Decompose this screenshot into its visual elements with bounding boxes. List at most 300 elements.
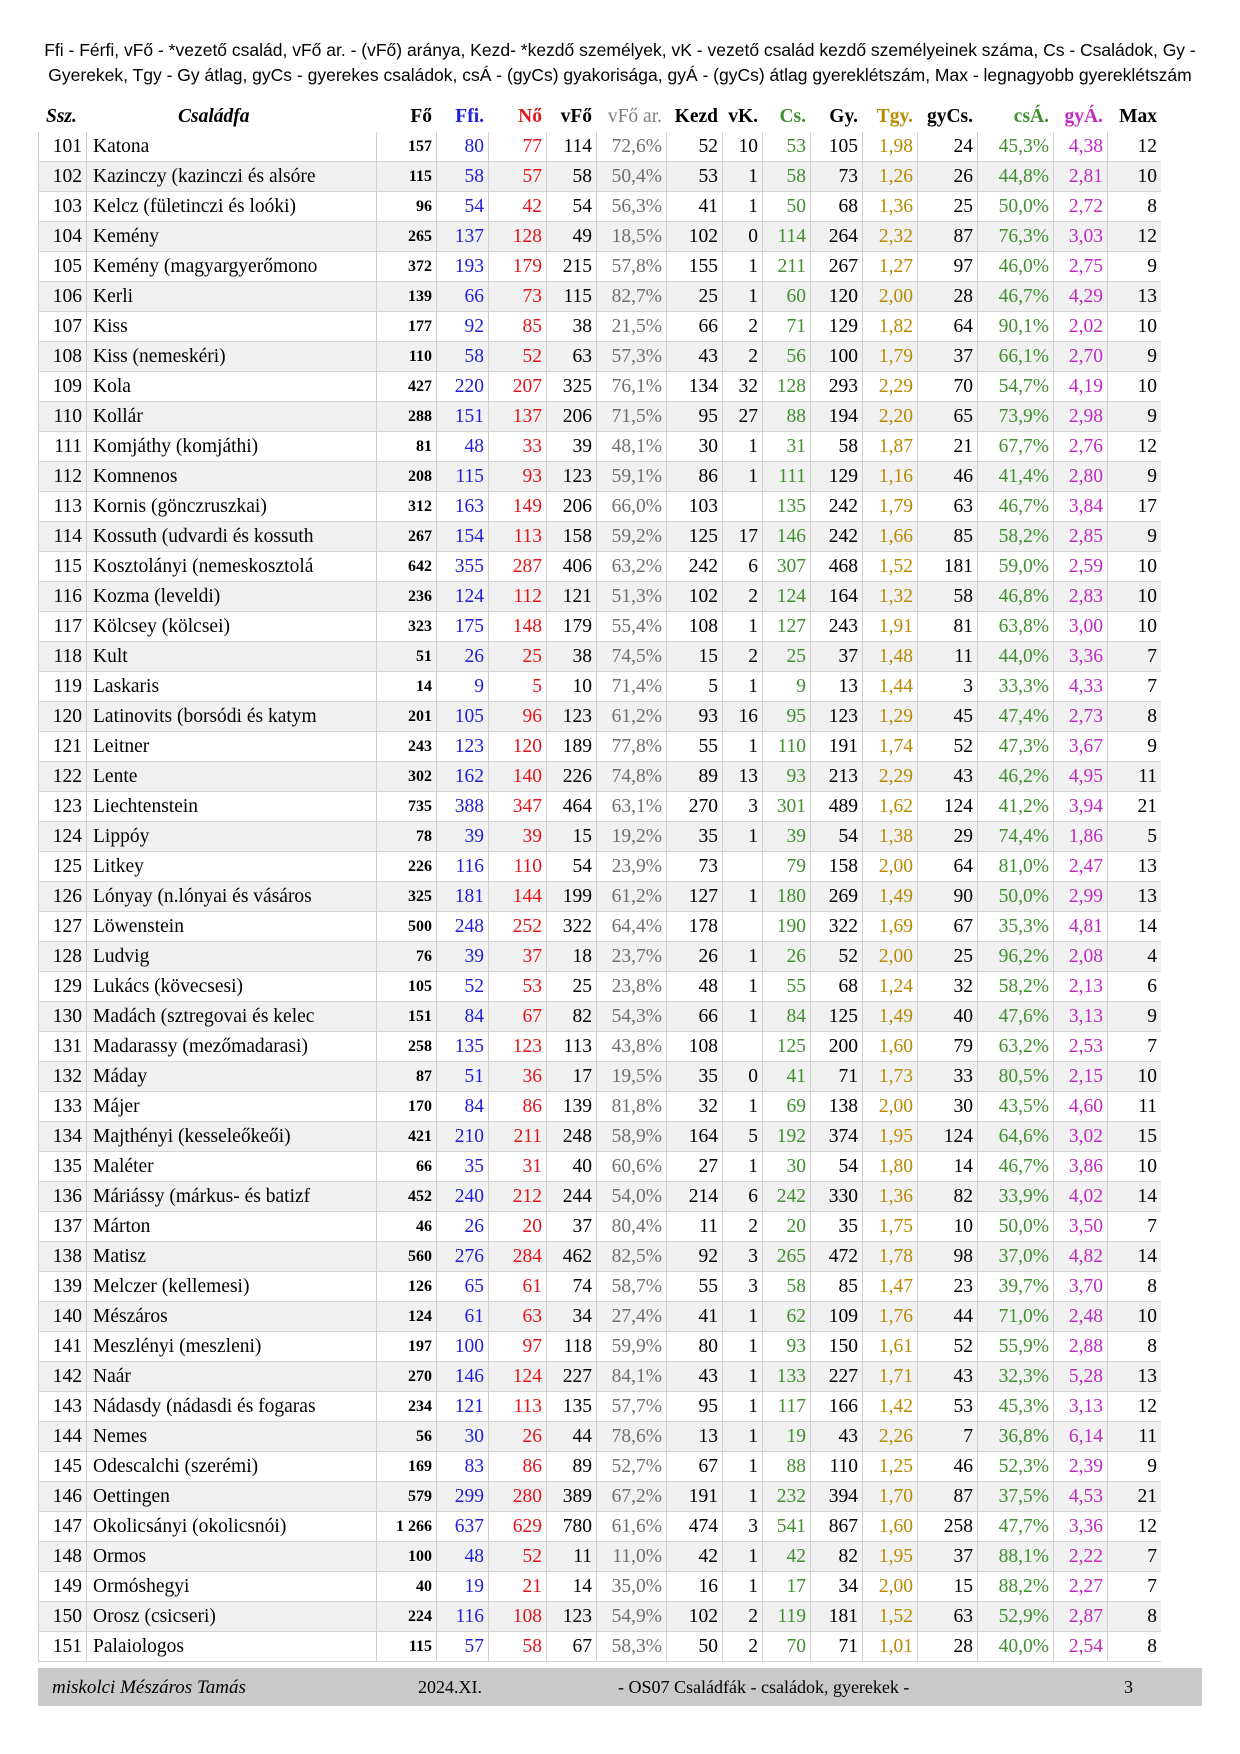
cell-tgy: 1,91 — [862, 612, 917, 642]
cell-gya: 2,39 — [1053, 1452, 1107, 1482]
cell-kezd: 25 — [666, 282, 722, 312]
cell-gy: 138 — [810, 1092, 862, 1122]
cell-vk: 2 — [722, 1632, 762, 1662]
cell-tgy: 2,00 — [862, 852, 917, 882]
cell-vfo: 215 — [546, 252, 596, 282]
cell-gycs: 33 — [917, 1062, 977, 1092]
cell-ffi: 193 — [436, 252, 488, 282]
cell-gya: 4,29 — [1053, 282, 1107, 312]
cell-name: Kiss (nemeskéri) — [86, 342, 376, 372]
cell-no: 86 — [488, 1452, 546, 1482]
cell-name: Latinovits (borsódi és katym — [86, 702, 376, 732]
cell-gycs: 124 — [917, 792, 977, 822]
cell-ssz: 136 — [38, 1182, 86, 1212]
cell-ssz: 104 — [38, 222, 86, 252]
table-row — [38, 222, 1161, 252]
table-row — [38, 1272, 1161, 1302]
cell-ffi: 137 — [436, 222, 488, 252]
cell-gya: 2,81 — [1053, 162, 1107, 192]
cell-vfo: 118 — [546, 1332, 596, 1362]
cell-no: 61 — [488, 1272, 546, 1302]
cell-no: 39 — [488, 822, 546, 852]
cell-kezd: 50 — [666, 1632, 722, 1662]
cell-gya: 3,00 — [1053, 612, 1107, 642]
cell-gy: 71 — [810, 1632, 862, 1662]
cell-max: 7 — [1107, 1542, 1161, 1572]
cell-kezd: 35 — [666, 822, 722, 852]
table-row — [38, 252, 1161, 282]
cell-csa: 52,9% — [977, 1602, 1053, 1632]
cell-kezd: 52 — [666, 132, 722, 162]
cell-ssz: 118 — [38, 642, 86, 672]
cell-gycs: 181 — [917, 552, 977, 582]
cell-vfoar: 61,6% — [596, 1512, 666, 1542]
header-cs: Cs. — [779, 106, 806, 127]
cell-fo: 258 — [376, 1032, 436, 1062]
cell-no: 37 — [488, 942, 546, 972]
cell-gy: 34 — [810, 1572, 862, 1602]
cell-cs: 541 — [762, 1512, 810, 1542]
cell-vfoar: 66,0% — [596, 492, 666, 522]
cell-vfoar: 21,5% — [596, 312, 666, 342]
cell-csa: 46,7% — [977, 1152, 1053, 1182]
cell-fo: 243 — [376, 732, 436, 762]
cell-ssz: 134 — [38, 1122, 86, 1152]
cell-kezd: 66 — [666, 312, 722, 342]
cell-cs: 79 — [762, 852, 810, 882]
cell-name: Ormóshegyi — [86, 1572, 376, 1602]
cell-csa: 88,1% — [977, 1542, 1053, 1572]
cell-vfoar: 60,6% — [596, 1152, 666, 1182]
cell-kezd: 27 — [666, 1152, 722, 1182]
cell-ssz: 112 — [38, 462, 86, 492]
cell-fo: 234 — [376, 1392, 436, 1422]
cell-vfo: 40 — [546, 1152, 596, 1182]
cell-vfoar: 50,4% — [596, 162, 666, 192]
cell-name: Máriássy (márkus- és batizf — [86, 1182, 376, 1212]
cell-gy: 100 — [810, 342, 862, 372]
cell-max: 7 — [1107, 672, 1161, 702]
cell-name: Lónyay (n.lónyai és vásáros — [86, 882, 376, 912]
cell-name: Kola — [86, 372, 376, 402]
table-row — [38, 1212, 1161, 1242]
cell-gya: 2,54 — [1053, 1632, 1107, 1662]
header-kezd: Kezd — [674, 106, 718, 127]
cell-no: 85 — [488, 312, 546, 342]
cell-gy: 110 — [810, 1452, 862, 1482]
cell-tgy: 1,74 — [862, 732, 917, 762]
cell-ssz: 146 — [38, 1482, 86, 1512]
cell-ssz: 150 — [38, 1602, 86, 1632]
cell-tgy: 1,79 — [862, 492, 917, 522]
cell-vfo: 38 — [546, 642, 596, 672]
cell-max: 7 — [1107, 1032, 1161, 1062]
cell-gya: 2,22 — [1053, 1542, 1107, 1572]
cell-fo: 1 266 — [376, 1512, 436, 1542]
cell-max: 17 — [1107, 492, 1161, 522]
cell-vfo: 114 — [546, 132, 596, 162]
cell-name: Májer — [86, 1092, 376, 1122]
cell-no: 148 — [488, 612, 546, 642]
cell-gycs: 97 — [917, 252, 977, 282]
cell-ffi: 146 — [436, 1362, 488, 1392]
cell-tgy: 1,24 — [862, 972, 917, 1002]
footer-author: miskolci Mészáros Tamás — [52, 1677, 246, 1698]
cell-gy: 227 — [810, 1362, 862, 1392]
cell-vk: 5 — [722, 1122, 762, 1152]
cell-no: 287 — [488, 552, 546, 582]
cell-gy: 68 — [810, 972, 862, 1002]
cell-vk: 2 — [722, 342, 762, 372]
cell-gy: 269 — [810, 882, 862, 912]
cell-gy: 43 — [810, 1422, 862, 1452]
cell-name: Madách (sztregovai és kelec — [86, 1002, 376, 1032]
cell-fo: 151 — [376, 1002, 436, 1032]
cell-vfo: 63 — [546, 342, 596, 372]
cell-csa: 46,2% — [977, 762, 1053, 792]
cell-cs: 114 — [762, 222, 810, 252]
cell-vfoar: 76,1% — [596, 372, 666, 402]
cell-gycs: 87 — [917, 222, 977, 252]
cell-vfoar: 63,1% — [596, 792, 666, 822]
cell-gya: 4,60 — [1053, 1092, 1107, 1122]
cell-vfo: 135 — [546, 1392, 596, 1422]
cell-no: 144 — [488, 882, 546, 912]
cell-cs: 84 — [762, 1002, 810, 1032]
cell-vk: 1 — [722, 1422, 762, 1452]
cell-gya: 3,36 — [1053, 1512, 1107, 1542]
cell-cs: 242 — [762, 1182, 810, 1212]
cell-max: 14 — [1107, 1182, 1161, 1212]
cell-ffi: 19 — [436, 1572, 488, 1602]
cell-gy: 37 — [810, 642, 862, 672]
cell-ffi: 175 — [436, 612, 488, 642]
cell-ssz: 121 — [38, 732, 86, 762]
cell-max: 8 — [1107, 1632, 1161, 1662]
cell-vk: 1 — [722, 192, 762, 222]
cell-gya: 4,38 — [1053, 132, 1107, 162]
cell-csa: 37,0% — [977, 1242, 1053, 1272]
cell-csa: 64,6% — [977, 1122, 1053, 1152]
cell-csa: 58,2% — [977, 972, 1053, 1002]
cell-name: Leitner — [86, 732, 376, 762]
cell-max: 11 — [1107, 1092, 1161, 1122]
cell-fo: 372 — [376, 252, 436, 282]
cell-ffi: 154 — [436, 522, 488, 552]
cell-ffi: 210 — [436, 1122, 488, 1152]
cell-no: 280 — [488, 1482, 546, 1512]
cell-tgy: 1,36 — [862, 192, 917, 222]
cell-gy: 200 — [810, 1032, 862, 1062]
table-row — [38, 1092, 1161, 1122]
cell-max: 10 — [1107, 612, 1161, 642]
cell-vfoar: 57,8% — [596, 252, 666, 282]
cell-fo: 56 — [376, 1422, 436, 1452]
cell-gycs: 23 — [917, 1272, 977, 1302]
cell-ffi: 162 — [436, 762, 488, 792]
table-row — [38, 1002, 1161, 1032]
cell-vfo: 10 — [546, 672, 596, 702]
cell-ffi: 299 — [436, 1482, 488, 1512]
cell-no: 140 — [488, 762, 546, 792]
cell-kezd: 270 — [666, 792, 722, 822]
cell-tgy: 1,25 — [862, 1452, 917, 1482]
cell-max: 13 — [1107, 882, 1161, 912]
cell-vk: 1 — [722, 1332, 762, 1362]
cell-fo: 105 — [376, 972, 436, 1002]
cell-kezd: 43 — [666, 1362, 722, 1392]
cell-cs: 26 — [762, 942, 810, 972]
cell-vk: 1 — [722, 1542, 762, 1572]
cell-vk: 13 — [722, 762, 762, 792]
cell-kezd: 55 — [666, 1272, 722, 1302]
cell-gy: 264 — [810, 222, 862, 252]
cell-kezd: 26 — [666, 942, 722, 972]
cell-tgy: 1,75 — [862, 1212, 917, 1242]
cell-vk: 3 — [722, 1242, 762, 1272]
cell-kezd: 41 — [666, 1302, 722, 1332]
cell-fo: 115 — [376, 1632, 436, 1662]
cell-kezd: 35 — [666, 1062, 722, 1092]
cell-vk: 2 — [722, 582, 762, 612]
cell-max: 8 — [1107, 1332, 1161, 1362]
cell-tgy: 1,52 — [862, 1602, 917, 1632]
cell-csa: 46,7% — [977, 282, 1053, 312]
cell-cs: 211 — [762, 252, 810, 282]
header-tgy: Tgy. — [876, 106, 913, 127]
table-row — [38, 582, 1161, 612]
cell-tgy: 1,38 — [862, 822, 917, 852]
cell-name: Naár — [86, 1362, 376, 1392]
cell-vk: 17 — [722, 522, 762, 552]
cell-no: 31 — [488, 1152, 546, 1182]
cell-csa: 41,4% — [977, 462, 1053, 492]
cell-vfoar: 52,7% — [596, 1452, 666, 1482]
cell-max: 9 — [1107, 1002, 1161, 1032]
cell-kezd: 178 — [666, 912, 722, 942]
header-gy: Gy. — [829, 106, 858, 127]
cell-max: 10 — [1107, 1062, 1161, 1092]
cell-ffi: 135 — [436, 1032, 488, 1062]
cell-cs: 88 — [762, 1452, 810, 1482]
cell-no: 124 — [488, 1362, 546, 1392]
cell-no: 33 — [488, 432, 546, 462]
cell-gycs: 11 — [917, 642, 977, 672]
cell-csa: 44,0% — [977, 642, 1053, 672]
cell-gy: 468 — [810, 552, 862, 582]
cell-ssz: 135 — [38, 1152, 86, 1182]
cell-ssz: 148 — [38, 1542, 86, 1572]
cell-ssz: 129 — [38, 972, 86, 1002]
table-row — [38, 342, 1161, 372]
cell-vfoar: 54,0% — [596, 1182, 666, 1212]
cell-no: 53 — [488, 972, 546, 1002]
header-gya: gyÁ. — [1064, 106, 1103, 127]
cell-tgy: 1,49 — [862, 1002, 917, 1032]
cell-gycs: 44 — [917, 1302, 977, 1332]
cell-vfoar: 72,6% — [596, 132, 666, 162]
cell-tgy: 1,66 — [862, 522, 917, 552]
cell-gya: 2,70 — [1053, 342, 1107, 372]
cell-gya: 4,33 — [1053, 672, 1107, 702]
cell-no: 211 — [488, 1122, 546, 1152]
cell-name: Kult — [86, 642, 376, 672]
cell-kezd: 86 — [666, 462, 722, 492]
cell-no: 52 — [488, 1542, 546, 1572]
cell-gya: 2,88 — [1053, 1332, 1107, 1362]
cell-vk: 1 — [722, 1482, 762, 1512]
cell-no: 93 — [488, 462, 546, 492]
cell-ffi: 52 — [436, 972, 488, 1002]
cell-tgy: 1,52 — [862, 552, 917, 582]
cell-name: Okolicsányi (okolicsnói) — [86, 1512, 376, 1542]
cell-name: Kerli — [86, 282, 376, 312]
cell-name: Melczer (kellemesi) — [86, 1272, 376, 1302]
cell-vfoar: 74,8% — [596, 762, 666, 792]
cell-cs: 93 — [762, 1332, 810, 1362]
cell-vfo: 227 — [546, 1362, 596, 1392]
cell-csa: 58,2% — [977, 522, 1053, 552]
cell-gy: 322 — [810, 912, 862, 942]
cell-csa: 74,4% — [977, 822, 1053, 852]
cell-name: Kelcz (fületinczi és loóki) — [86, 192, 376, 222]
cell-name: Mészáros — [86, 1302, 376, 1332]
cell-max: 9 — [1107, 402, 1161, 432]
cell-max: 8 — [1107, 1272, 1161, 1302]
cell-vfo: 322 — [546, 912, 596, 942]
cell-vfoar: 81,8% — [596, 1092, 666, 1122]
cell-ffi: 58 — [436, 162, 488, 192]
cell-no: 52 — [488, 342, 546, 372]
cell-tgy: 2,26 — [862, 1422, 917, 1452]
cell-gy: 58 — [810, 432, 862, 462]
table-row — [38, 1452, 1161, 1482]
cell-gya: 2,75 — [1053, 252, 1107, 282]
cell-kezd: 67 — [666, 1452, 722, 1482]
cell-ffi: 121 — [436, 1392, 488, 1422]
cell-cs: 58 — [762, 1272, 810, 1302]
cell-vfoar: 18,5% — [596, 222, 666, 252]
cell-no: 57 — [488, 162, 546, 192]
cell-vk: 1 — [722, 732, 762, 762]
cell-fo: 87 — [376, 1062, 436, 1092]
cell-ssz: 139 — [38, 1272, 86, 1302]
cell-ssz: 132 — [38, 1062, 86, 1092]
cell-fo: 124 — [376, 1302, 436, 1332]
cell-fo: 208 — [376, 462, 436, 492]
cell-max: 13 — [1107, 1362, 1161, 1392]
cell-vk: 1 — [722, 1362, 762, 1392]
cell-vfoar: 19,5% — [596, 1062, 666, 1092]
cell-tgy: 1,71 — [862, 1362, 917, 1392]
cell-csa: 39,7% — [977, 1272, 1053, 1302]
cell-kezd: 5 — [666, 672, 722, 702]
cell-tgy: 1,47 — [862, 1272, 917, 1302]
cell-gycs: 32 — [917, 972, 977, 1002]
cell-vfoar: 71,5% — [596, 402, 666, 432]
cell-vfoar: 63,2% — [596, 552, 666, 582]
cell-ssz: 102 — [38, 162, 86, 192]
cell-vfoar: 43,8% — [596, 1032, 666, 1062]
cell-max: 7 — [1107, 642, 1161, 672]
cell-ffi: 637 — [436, 1512, 488, 1542]
cell-gya: 2,83 — [1053, 582, 1107, 612]
cell-gycs: 52 — [917, 732, 977, 762]
table-row — [38, 1512, 1161, 1542]
cell-gy: 105 — [810, 132, 862, 162]
cell-name: Odescalchi (szerémi) — [86, 1452, 376, 1482]
cell-max: 10 — [1107, 372, 1161, 402]
cell-ssz: 106 — [38, 282, 86, 312]
footer — [38, 1668, 1202, 1706]
cell-gya: 2,87 — [1053, 1602, 1107, 1632]
cell-vfoar: 54,9% — [596, 1602, 666, 1632]
cell-max: 7 — [1107, 1212, 1161, 1242]
table-row — [38, 882, 1161, 912]
cell-cs: 17 — [762, 1572, 810, 1602]
cell-kezd: 30 — [666, 432, 722, 462]
cell-cs: 192 — [762, 1122, 810, 1152]
cell-gya: 2,13 — [1053, 972, 1107, 1002]
cell-vk: 1 — [722, 972, 762, 1002]
cell-vfo: 206 — [546, 402, 596, 432]
cell-gy: 166 — [810, 1392, 862, 1422]
cell-tgy: 2,00 — [862, 282, 917, 312]
cell-csa: 47,6% — [977, 1002, 1053, 1032]
cell-ssz: 113 — [38, 492, 86, 522]
cell-name: Orosz (csicseri) — [86, 1602, 376, 1632]
cell-tgy: 1,95 — [862, 1122, 917, 1152]
cell-vk: 1 — [722, 942, 762, 972]
cell-vfo: 115 — [546, 282, 596, 312]
cell-max: 11 — [1107, 1422, 1161, 1452]
cell-ssz: 130 — [38, 1002, 86, 1032]
cell-ffi: 92 — [436, 312, 488, 342]
cell-vk: 1 — [722, 282, 762, 312]
cell-ffi: 276 — [436, 1242, 488, 1272]
cell-gycs: 52 — [917, 1332, 977, 1362]
cell-gya: 2,53 — [1053, 1032, 1107, 1062]
cell-cs: 30 — [762, 1152, 810, 1182]
header-name: Családfa — [178, 106, 250, 127]
cell-gy: 330 — [810, 1182, 862, 1212]
cell-gy: 120 — [810, 282, 862, 312]
cell-no: 120 — [488, 732, 546, 762]
cell-tgy: 1,82 — [862, 312, 917, 342]
cell-max: 10 — [1107, 162, 1161, 192]
cell-max: 13 — [1107, 282, 1161, 312]
cell-name: Liechtenstein — [86, 792, 376, 822]
cell-vfo: 49 — [546, 222, 596, 252]
cell-gycs: 14 — [917, 1152, 977, 1182]
cell-max: 9 — [1107, 522, 1161, 552]
cell-tgy: 1,79 — [862, 342, 917, 372]
cell-vfoar: 48,1% — [596, 432, 666, 462]
cell-ssz: 137 — [38, 1212, 86, 1242]
table-row — [38, 822, 1161, 852]
cell-vfoar: 11,0% — [596, 1542, 666, 1572]
cell-gy: 73 — [810, 162, 862, 192]
cell-no: 347 — [488, 792, 546, 822]
cell-ssz: 142 — [38, 1362, 86, 1392]
cell-fo: 197 — [376, 1332, 436, 1362]
header-vfoar: vFő ar. — [607, 106, 662, 127]
cell-gycs: 40 — [917, 1002, 977, 1032]
cell-vfo: 37 — [546, 1212, 596, 1242]
cell-gy: 13 — [810, 672, 862, 702]
cell-gy: 242 — [810, 522, 862, 552]
cell-no: 97 — [488, 1332, 546, 1362]
